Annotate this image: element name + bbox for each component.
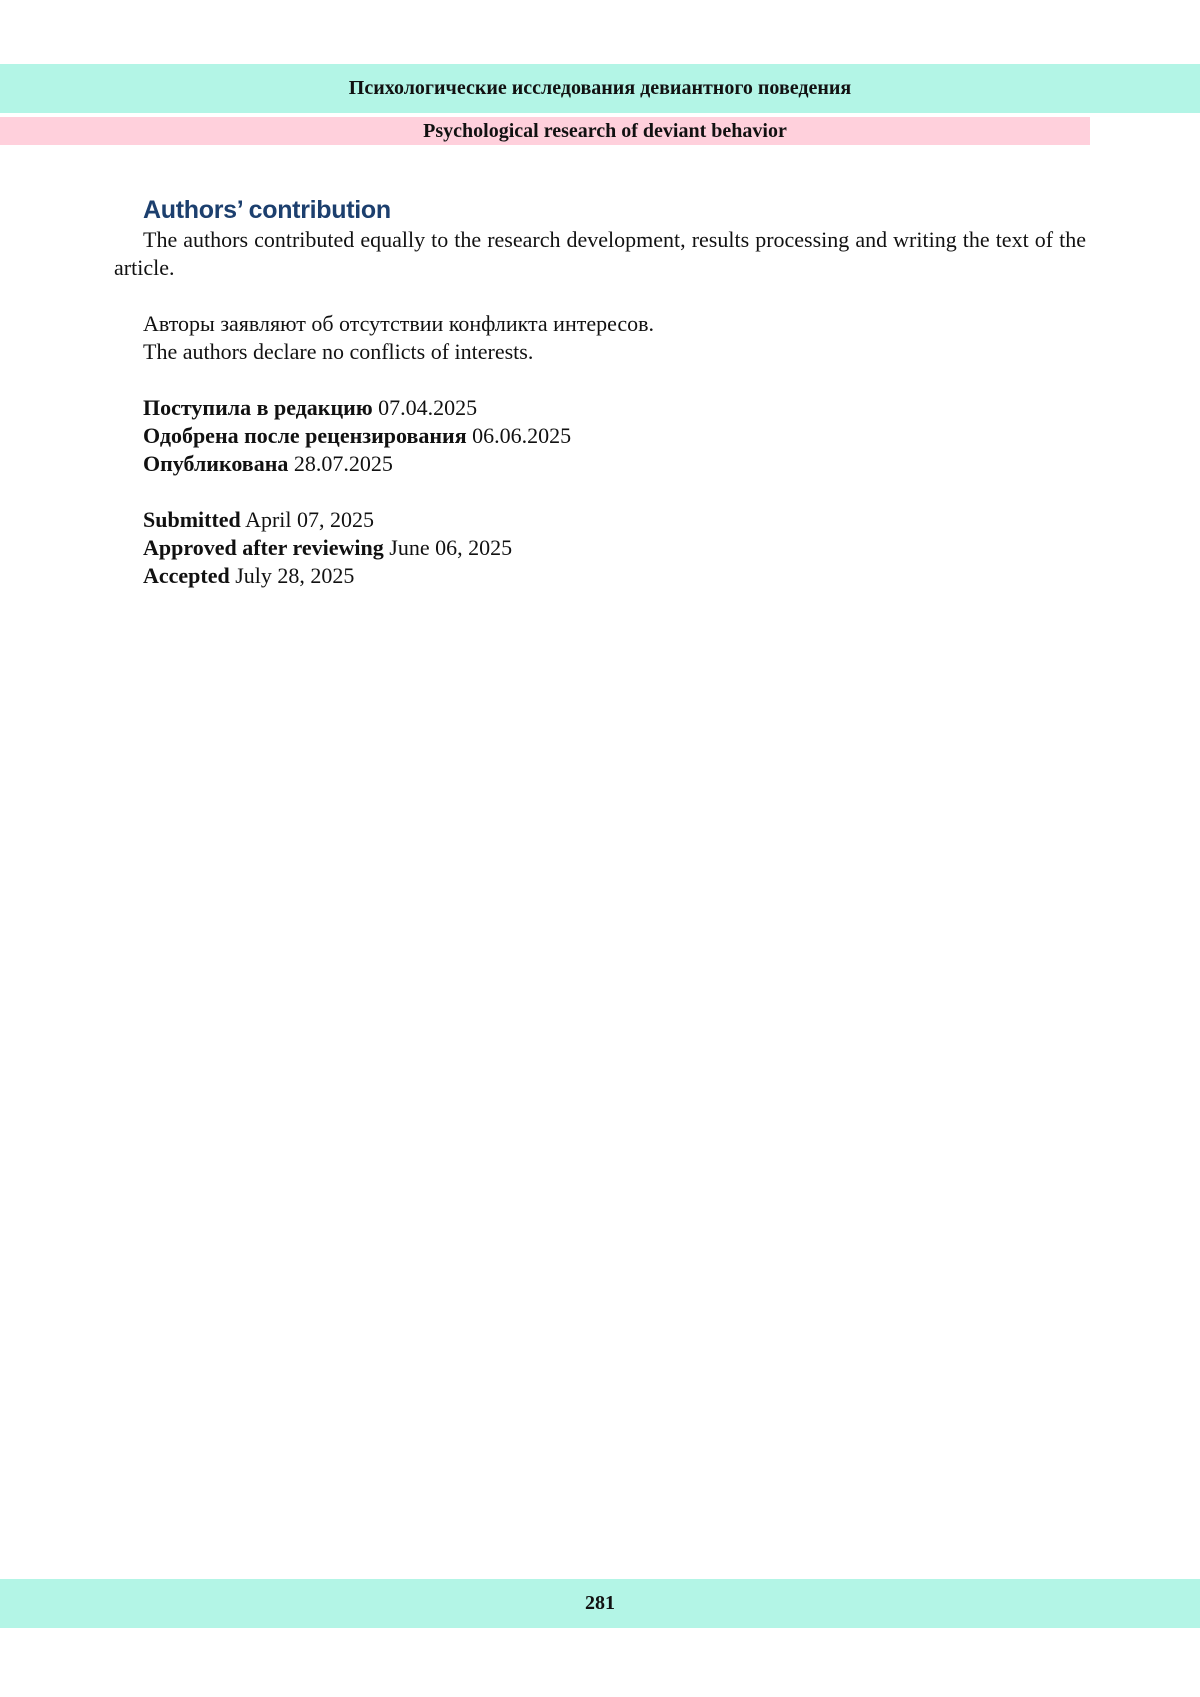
article-end-matter <box>114 194 1086 590</box>
date-ru-published <box>143 450 1086 478</box>
journal-title-en-text: Psychological research of deviant behavior <box>423 119 787 142</box>
date-value: 07.04.2025 <box>378 395 478 420</box>
contribution-heading: Authors’ contribution <box>143 196 391 224</box>
journal-title-en <box>0 117 1090 145</box>
date-label: Одобрена после рецензирования <box>143 423 467 448</box>
dates-en-block <box>143 506 1086 590</box>
spacer <box>114 282 1086 310</box>
date-value: 06.06.2025 <box>472 423 572 448</box>
contribution-text: The authors contributed equally to the research development, results processing and writing the text of the article. <box>114 227 1086 280</box>
journal-title-ru-text: Психологические исследования девиантного поведения <box>348 77 852 99</box>
date-ru-approved <box>143 422 1086 450</box>
date-value: July 28, 2025 <box>235 563 355 588</box>
date-value: June 06, 2025 <box>389 535 513 560</box>
date-label: Опубликована <box>143 451 289 476</box>
spacer <box>114 366 1086 394</box>
date-en-accepted <box>143 562 1086 590</box>
conflicts-block <box>143 310 1086 366</box>
conflicts-ru: Авторы заявляют об отсутствии конфликта интересов. <box>143 311 655 336</box>
date-value: April 07, 2025 <box>245 507 375 532</box>
journal-title-ru <box>0 64 1200 113</box>
date-label: Approved after reviewing <box>143 535 384 560</box>
date-en-submitted <box>143 506 1086 534</box>
page-footer <box>0 1579 1200 1628</box>
dates-ru-block <box>143 394 1086 478</box>
date-label: Accepted <box>143 563 230 588</box>
page-number: 281 <box>585 1592 615 1614</box>
date-en-approved <box>143 534 1086 562</box>
date-label: Submitted <box>143 507 241 532</box>
date-label: Поступила в редакцию <box>143 395 373 420</box>
date-ru-submitted <box>143 394 1086 422</box>
conflicts-en: The authors declare no conflicts of interests. <box>143 339 534 364</box>
date-value: 28.07.2025 <box>293 451 393 476</box>
spacer <box>114 478 1086 506</box>
